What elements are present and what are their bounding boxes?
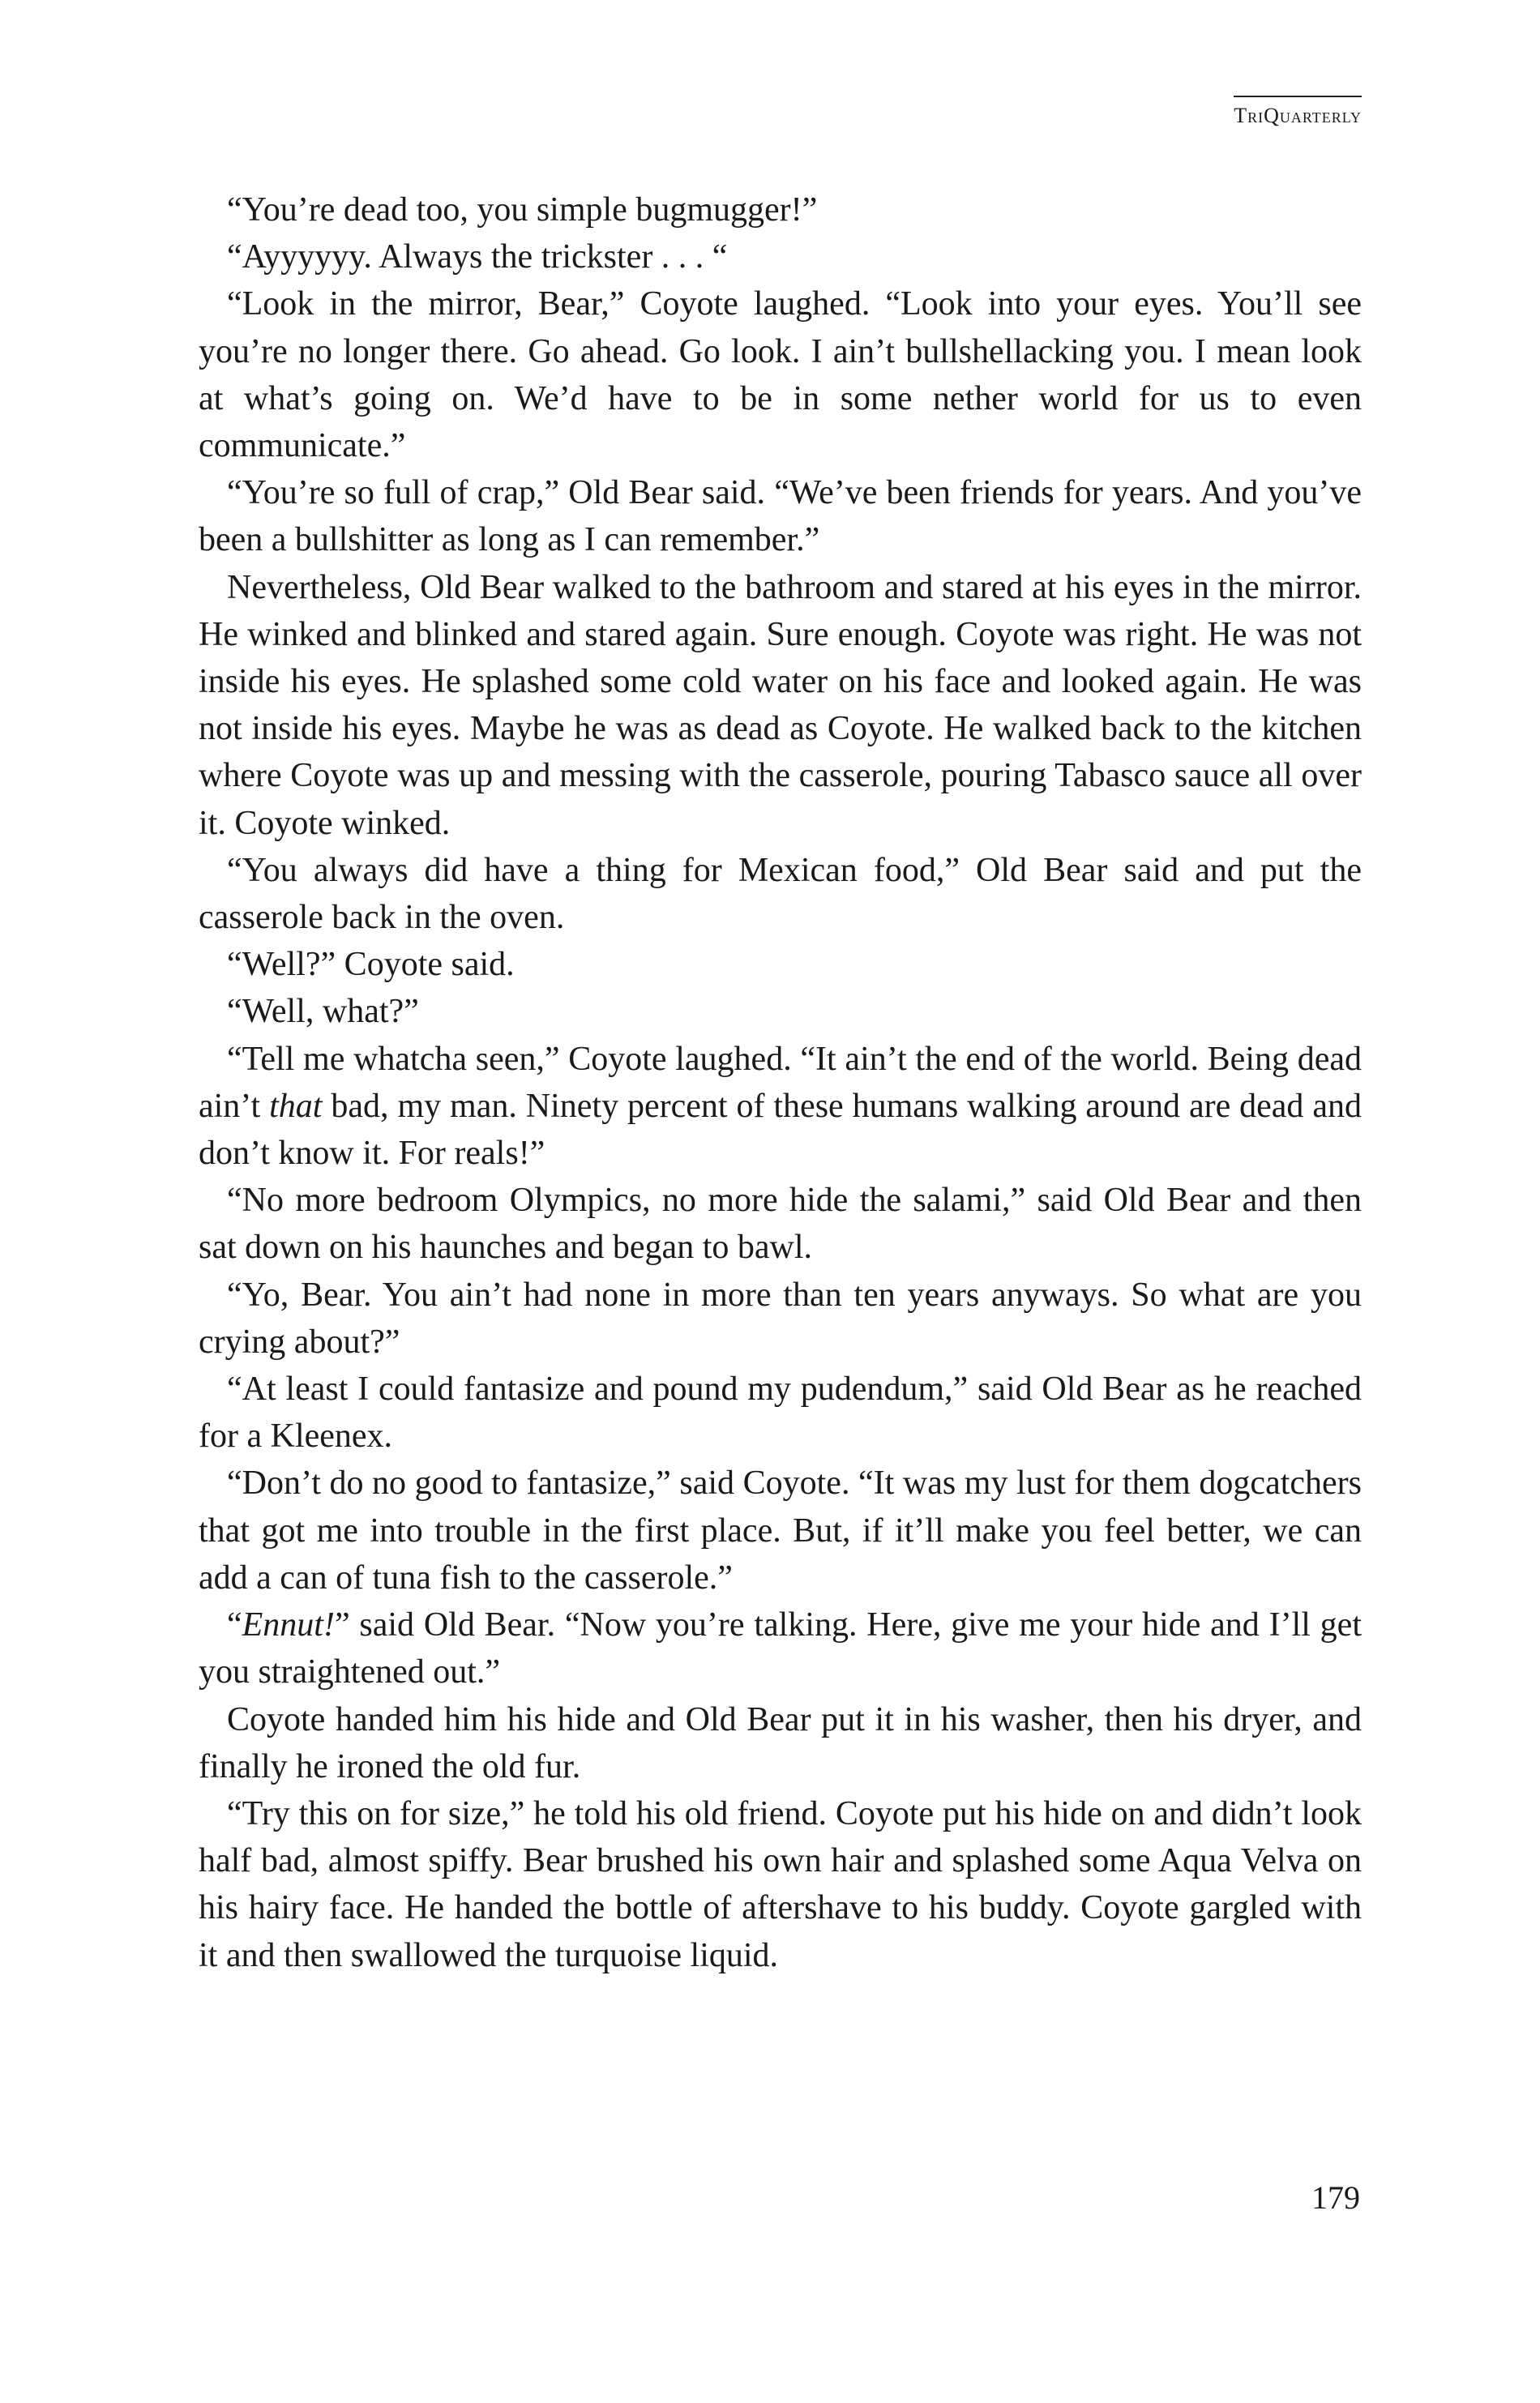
paragraph: “Don’t do no good to fantasize,” said Coyote. “It was my lust for them dogcatchers that got me into trouble in the first place. But, if it’ll make you feel better, we can add a can of tuna fish to the casserole.” xyxy=(199,1464,1362,1597)
body-text xyxy=(199,186,1362,1979)
paragraph: “Ayyyyyy. Always the trickster . . . “ xyxy=(227,238,728,276)
paragraph: “You always did have a thing for Mexican food,” Old Bear said and put the casserole back in the oven. xyxy=(199,851,1362,937)
paragraph: “You’re so full of crap,” Old Bear said. “We’ve been friends for years. And you’ve been a bullshitter as long as I can remember.” xyxy=(199,474,1362,559)
paragraph xyxy=(199,1036,1362,1178)
paragraph: Coyote handed him his hide and Old Bear put it in his washer, then his dryer, and finally he ironed the old fur. xyxy=(199,1700,1362,1785)
text-run: “ xyxy=(227,1606,242,1644)
paragraph: “At least I could fantasize and pound my pudendum,” said Old Bear as he reached for a Kleenex. xyxy=(199,1370,1362,1456)
paragraph: “Well, what?” xyxy=(227,993,419,1031)
paragraph: “Look in the mirror, Bear,” Coyote laughed. “Look into your eyes. You’ll see you’re no longer there. Go ahead. Go look. I ain’t bullshellacking you. I mean look at what’s going on. We’d have to be in some nether world for us to even communicate.” xyxy=(199,285,1362,465)
text-run: bad, my man. Ninety percent of these humans walking around are dead and don’t know it. For reals!” xyxy=(199,1087,1362,1173)
paragraph: “Yo, Bear. You ain’t had none in more than ten years anyways. So what are you crying about?” xyxy=(199,1276,1362,1361)
italic-run: Ennut! xyxy=(242,1606,335,1644)
paragraph: “No more bedroom Olympics, no more hide the salami,” said Old Bear and then sat down on his haunches and began to bawl. xyxy=(199,1182,1362,1267)
paragraph: “You’re dead too, you simple bugmugger!” xyxy=(227,191,818,229)
paragraph: “Well?” Coyote said. xyxy=(227,946,515,984)
text-run: “Tell me whatcha seen,” Coyote laughed. “It ain’t the end of the world. Being dead ain’t xyxy=(199,1040,1362,1125)
paragraph: Nevertheless, Old Bear walked to the bathroom and stared at his eyes in the mirror. He winked and blinked and stared again. Sure enough. Coyote was right. He was not inside his eyes. He splashed some cold water on his face and looked again. He was not inside his eyes. Maybe he was as dead as Coyote. He walked back to the kitchen where Coyote was up and messing with the casserole, pouring Tabasco sauce all over it. Coyote winked. xyxy=(199,568,1362,842)
paragraph: “Try this on for size,” he told his old friend. Coyote put his hide on and didn’t look half bad, almost spiffy. Bear brushed his own hair and splashed some Aqua Velva on his hairy face. He handed the bottle of aftershave to his buddy. Coyote gargled with it and then swallowed the turquoise liquid. xyxy=(199,1794,1362,1974)
page-number: 179 xyxy=(1311,2179,1360,2216)
running-head: TriQuarterly xyxy=(1234,96,1362,128)
italic-run: that xyxy=(269,1087,323,1125)
text-run: ” said Old Bear. “Now you’re talking. Here, give me your hide and I’ll get you straightened out.” xyxy=(199,1606,1362,1691)
paragraph xyxy=(199,1601,1362,1695)
